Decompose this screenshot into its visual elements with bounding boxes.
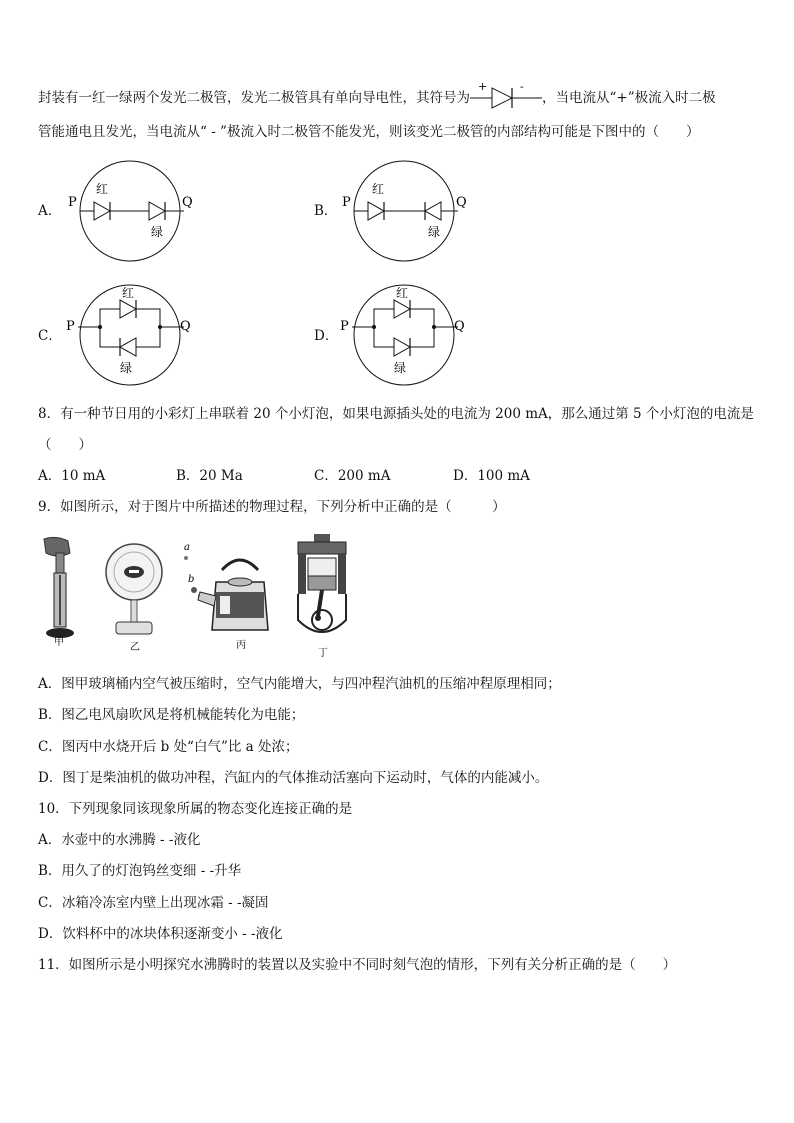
q9-figure-bing [182,540,274,651]
q9-option-d: D．图丁是柴油机的做功冲程，汽缸内的气体推动活塞向下运动时，气体的内能减小。 [38,770,549,786]
terminal-p: P [340,319,349,334]
caption-ding: 丁 [318,648,328,659]
q9-figure-yi [102,542,168,653]
q8-option-a: A．10 mA [38,468,106,484]
q9-option-a: A．图甲玻璃桶内空气被压缩时，空气内能增大，与四冲程汽油机的压缩冲程原理相同； [38,676,561,692]
terminal-q: Q [454,319,465,334]
q9-option-b: B．图乙电风扇吹风是将机械能转化为电能； [38,707,305,723]
green-led-label: 绿 [151,225,164,239]
q7-option-d-circuit [336,284,476,386]
q7-option-b-label: B． [314,203,338,219]
q10-option-a: A．水壶中的水沸腾 - -液化 [38,832,201,848]
q10-option-b: B．用久了的灯泡钨丝变细 - -升华 [38,863,242,879]
q7-stem-line2: 管能通电且发光，当电流从“ - ”极流入时二极管不能发光，则该变光二极管的内部结构可能是下图中的（ ） [38,124,700,140]
q7-stem-text-after: ，当电流从“+”极流入时二极 [542,90,716,106]
diode-symbol-icon [470,82,542,112]
caption-jia: 甲 [54,637,64,648]
terminal-p: P [342,195,351,210]
red-led-label: 红 [372,182,385,196]
q10-stem: 10．下列现象同该现象所属的物态变化连接正确的是 [38,801,353,817]
q7-option-c-circuit [62,284,202,386]
q9-figure-ding [288,532,358,659]
terminal-q: Q [456,195,467,210]
green-led-label: 绿 [428,225,441,239]
q10-option-c: C．冰箱冷冻室内壁上出现冰霜 - -凝固 [38,895,269,911]
diode-minus-sign: - [520,80,524,93]
q11-stem: 11．如图所示是小明探究水沸腾时的装置以及实验中不同时刻气泡的情形，下列有关分析正确的是（ ） [38,957,677,973]
q7-option-b-circuit [336,160,476,260]
q10-option-d: D．饮料杯中的冰块体积逐渐变小 - -液化 [38,926,283,942]
terminal-p: P [66,319,75,334]
kettle-label-b: b [188,574,195,585]
caption-bing: 丙 [236,640,246,651]
q7-stem-line1 [38,80,716,108]
caption-yi: 乙 [130,642,140,653]
q9-figure-jia [38,535,82,647]
q9-stem: 9．如图所示，对于图片中所描述的物理过程，下列分析中正确的是（ ） [38,499,506,515]
q7-stem-text-before: 封装有一红一绿两个发光二极管，发光二极管具有单向导电性，其符号为 [38,90,470,106]
diode-symbol [470,80,542,108]
diode-plus-sign: + [478,80,488,93]
q8-option-d: D．100 mA [453,468,530,484]
q7-option-c-label: C． [38,328,62,344]
red-led-label: 红 [96,182,109,196]
terminal-q: Q [182,195,193,210]
q8-stem-line1: 8．有一种节日用的小彩灯上串联着 20 个小灯泡，如果电源插头处的电流为 200 mA，那么通过第 5 个小灯泡的电流是 [38,406,754,422]
terminal-p: P [68,195,77,210]
q9-option-c: C．图丙中水烧开后 b 处“白气”比 a 处浓； [38,739,299,755]
q7-option-a-circuit [62,160,202,260]
q8-stem-line2: （ ） [38,437,92,453]
red-led-label: 红 [122,286,135,300]
q7-option-d-label: D． [314,328,339,344]
kettle-label-a: a [184,542,190,553]
green-led-label: 绿 [394,361,407,375]
q7-option-a-label: A． [38,203,62,219]
q8-option-b: B．20 Ma [176,468,243,484]
red-led-label: 红 [396,286,409,300]
q8-option-c: C．200 mA [314,468,391,484]
green-led-label: 绿 [120,361,133,375]
terminal-q: Q [180,319,191,334]
